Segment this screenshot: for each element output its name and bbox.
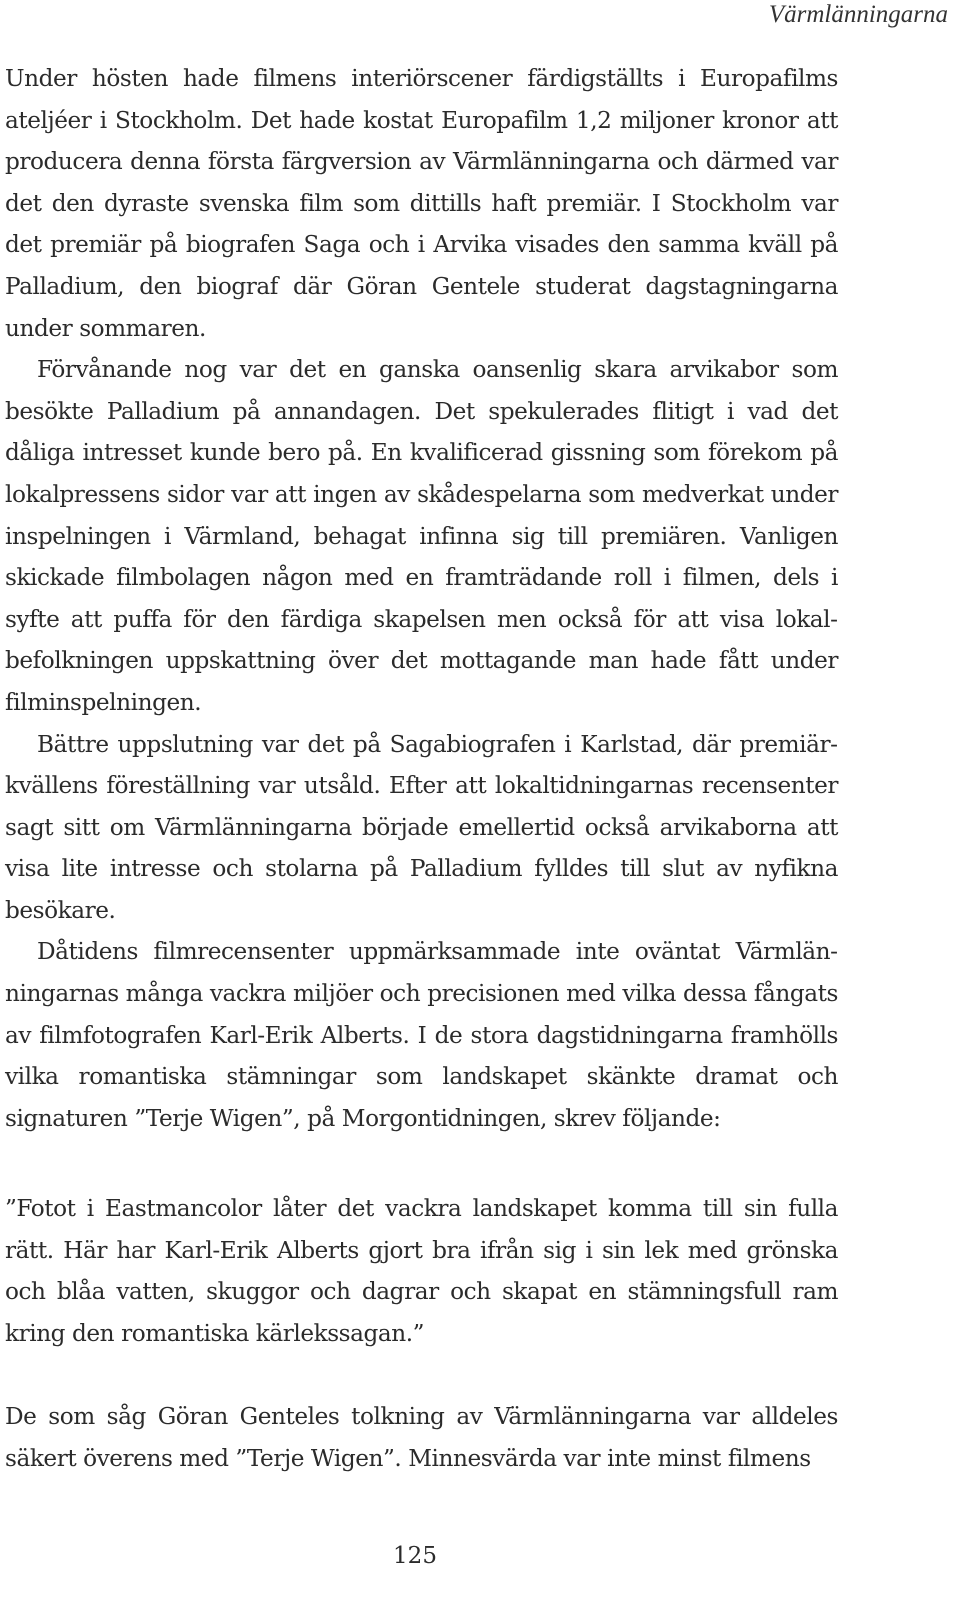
block-quote [5,1188,838,1354]
running-header-title: Värmlänningarna [768,1,948,28]
closing-paragraph: De som såg Göran Genteles tolkning av Värmlänningarna var alldeles säkert överens med ”Terje Wigen”. Minnesvärda var inte minst filmens [5,1403,838,1472]
paragraph-1: Under hösten hade filmens interiörscener färdigställts i Europafilms ateljéer i Stockholm. Det hade kostat Europafilm 1,2 miljoner kronor att producera denna första färgversion av Värmlänningarna och därmed var det den dyraste svenska film som dittills haft premiär. I Stockholm var det premiär på biografen Saga och i Arvika visades den samma kväll på Palladium, den biograf där Göran Gentele studerat dagstagningarna under sommaren. [5,65,838,342]
paragraph-3: Bättre uppslutning var det på Sagabiografen i Karlstad, där premiärkvällens föreställning var utsåld. Efter att lokaltidningarnas recensenter sagt sitt om Värmlänningarna började emellertid också arvikaborna att visa lite intresse och stolarna på Palladium fylldes till slut av nyfikna besökare. [5,730,838,924]
closing-text [5,1396,838,1479]
main-text [5,58,838,1139]
quote-text: ”Fotot i Eastmancolor låter det vackra landskapet komma till sin fulla rätt. Här har Karl-Erik Alberts gjort bra ifrån sig i sin lek med grönska och blåa vatten, skuggor och dagrar och skapat en stämningsfull ram kring den romantiska kärlekssagan.” [5,1195,838,1347]
page-number: 125 [393,1543,437,1569]
paragraph-4: Dåtidens filmrecensenter uppmärksammade inte oväntat Värmlänningarnas många vackra miljöer och precisionen med vilka dessa fångats av filmfotografen Karl-Erik Alberts. I de stora dagstidningarna framhölls vilka romantiska stämningar som landskapet skänkte dramat och signaturen ”Terje Wigen”, på Morgontidningen, skrev följande: [5,938,838,1132]
paragraph-2: Förvånande nog var det en ganska oansenlig skara arvikabor som besökte Palladium på annandagen. Det spekulerades flitigt i vad det dåliga intresset kunde bero på. En kvalificerad gissning som förekom på lokalpressens sidor var att ingen av skådespelarna som medverkat under inspelningen i Värmland, behagat infinna sig till premiären. Vanligen skickade filmbolagen någon med en framträdande roll i filmen, dels i syfte att puffa för den färdiga skapelsen men också för att visa lokalbefolkningen uppskattning över det mottagande man hade fått under filminspelningen. [5,356,838,716]
